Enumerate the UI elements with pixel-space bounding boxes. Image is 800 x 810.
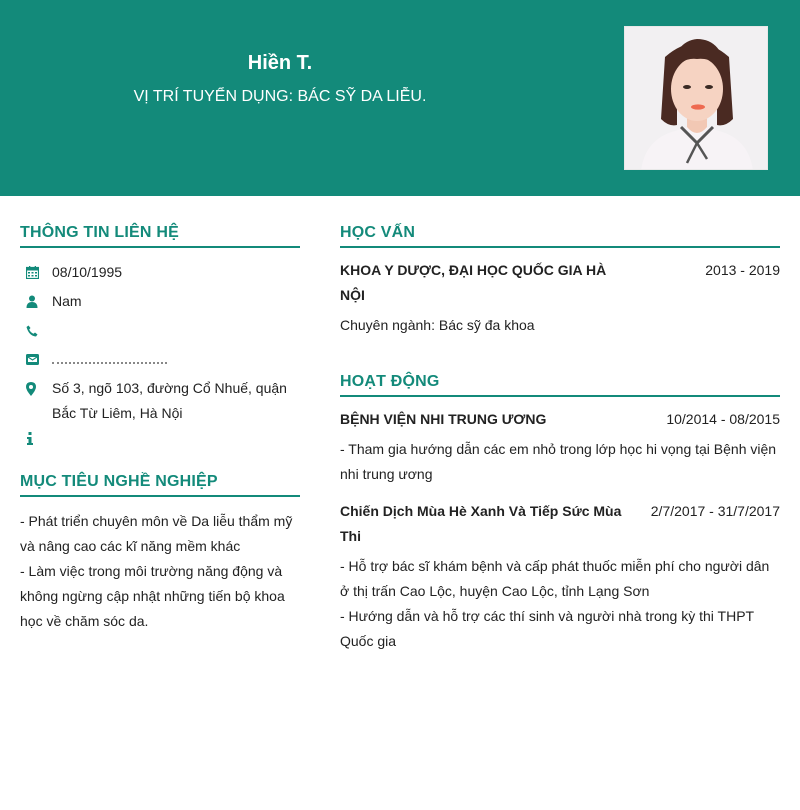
activity-description (340, 437, 780, 487)
activity-date: 10/2014 - 08/2015 (666, 411, 780, 427)
education-section (340, 224, 780, 338)
education-date: 2013 - 2019 (705, 262, 780, 278)
activity-name: BỆNH VIỆN NHI TRUNG ƯƠNG (340, 411, 547, 427)
activities-section-title: HOẠT ĐỘNG (340, 373, 780, 397)
education-entry-header (340, 258, 780, 308)
email-icon (20, 347, 52, 372)
profile-photo (624, 26, 768, 170)
portrait-illustration (625, 27, 768, 170)
objective-line: - Làm việc trong môi trường năng động và không ngừng cập nhật những tiến bộ khoa học về chăm sóc da. (20, 563, 285, 629)
activities-section (340, 373, 780, 654)
activity-entry (340, 499, 780, 654)
activity-date: 2/7/2017 - 31/7/2017 (650, 503, 780, 519)
job-position: VỊ TRÍ TUYỂN DỤNG: BÁC SỸ DA LIỄU. (133, 88, 427, 105)
left-column (20, 224, 300, 634)
gender-value: Nam (52, 293, 82, 309)
contact-birthday (20, 260, 300, 289)
activity-line: - Hướng dẫn và hỗ trợ các thí sinh và người nhà trong kỳ thi THPT Quốc gia (340, 608, 754, 649)
contact-email (20, 347, 300, 376)
objective-section-title: MỤC TIÊU NGHỀ NGHIỆP (20, 473, 300, 497)
contact-other (20, 426, 300, 455)
objective-line: - Phát triển chuyên môn về Da liễu thẩm mỹ và nâng cao các kĩ năng mềm khác (20, 513, 293, 554)
address-value: Số 3, ngõ 103, đường Cổ Nhuế, quận Bắc Từ Liêm, Hà Nội (52, 380, 287, 421)
contact-address (20, 376, 300, 426)
contact-list (20, 260, 300, 455)
education-section-title: HỌC VẤN (340, 224, 780, 248)
contact-section (20, 224, 300, 455)
redacted-email (52, 352, 167, 364)
activity-line: - Hỗ trợ bác sĩ khám bệnh và cấp phát thuốc miễn phí cho người dân ở thị trấn Cao Lộc, huyện Cao Lộc, tỉnh Lạng Sơn (340, 558, 770, 599)
contact-section-title: THÔNG TIN LIÊN HỆ (20, 224, 300, 248)
cv-header (0, 0, 800, 196)
activity-entry (340, 407, 780, 487)
activity-entry-header (340, 407, 780, 432)
map-marker-icon (20, 376, 52, 401)
calendar-icon (20, 260, 52, 285)
activity-name: Chiến Dịch Mùa Hè Xanh Và Tiếp Sức Mùa Thi (340, 503, 622, 544)
contact-phone (20, 318, 300, 347)
info-icon (20, 426, 52, 451)
candidate-name: Hiền T. (247, 52, 313, 74)
right-column (340, 224, 780, 654)
objective-section (20, 473, 300, 634)
user-icon (20, 289, 52, 314)
activity-description (340, 554, 780, 654)
objective-text (20, 509, 300, 634)
activity-line: - Tham gia hướng dẫn các em nhỏ trong lớp học hi vọng tại Bệnh viện nhi trung ương (340, 441, 777, 482)
school-name: KHOA Y DƯỢC, ĐẠI HỌC QUỐC GIA HÀ NỘI (340, 262, 607, 303)
education-detail: Chuyên ngành: Bác sỹ đa khoa (340, 317, 535, 333)
education-entry (340, 258, 780, 338)
birthday-value: 08/10/1995 (52, 264, 123, 280)
contact-gender (20, 289, 300, 318)
phone-icon (20, 318, 52, 343)
email-value (52, 347, 300, 372)
activity-entry-header (340, 499, 780, 549)
